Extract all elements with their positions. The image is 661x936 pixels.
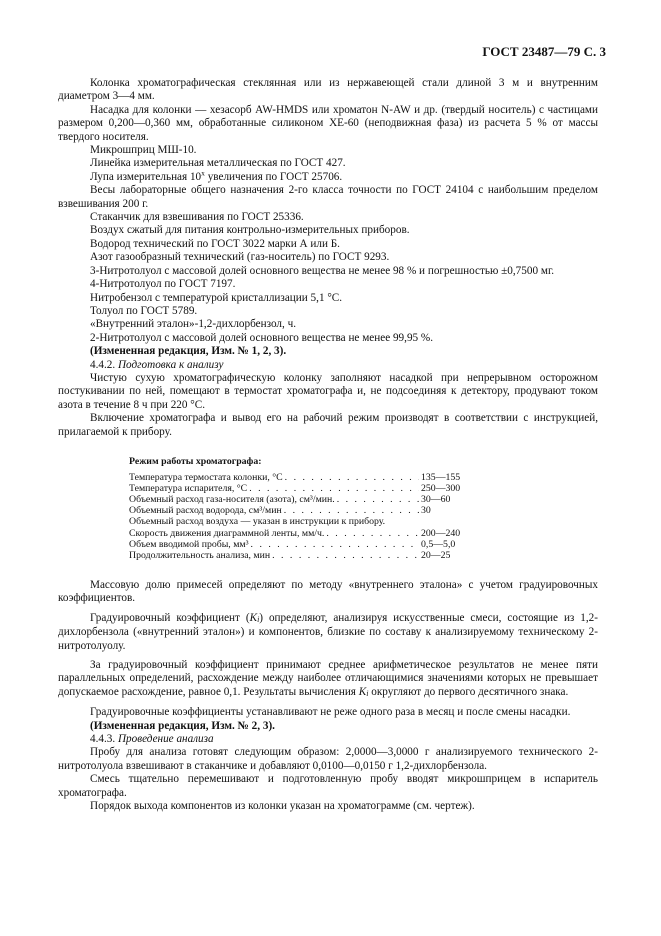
text: Лупа измерительная 10	[90, 170, 202, 183]
paragraph: Нитробензол с температурой кристаллизации 5,1 °С.	[90, 291, 343, 304]
paragraph: Колонка хроматографическая стеклянная или из нержавеющей стали длиной 3 м и внутренним диаметром 3—4 мм.	[58, 77, 598, 103]
paragraph: 3-Нитротолуол с массовой долей основного вещества не менее 98 % и погрешностью ±0,7500 мг.	[90, 264, 555, 277]
paragraph: Смесь тщательно перемешивают и подготовленную пробу вводят микрошприцем в испаритель хроматографа.	[58, 773, 598, 799]
section-title: Проведение анализа	[117, 733, 214, 746]
text: увеличения по ГОСТ 25706.	[204, 170, 343, 183]
section-heading	[58, 359, 598, 372]
paragraph: Толуол по ГОСТ 5789.	[90, 304, 198, 317]
paragraph: 4-Нитротолуол по ГОСТ 7197.	[90, 278, 236, 291]
paragraph: Водород технический по ГОСТ 3022 марки А или Б.	[90, 237, 340, 250]
section-number: 4.4.2.	[90, 358, 116, 371]
paragraph: Микрошприц МШ-10.	[90, 144, 197, 157]
paragraph	[58, 168, 598, 184]
coefficient-symbol: K	[358, 685, 367, 698]
paragraph: Стаканчик для взвешивания по ГОСТ 25336.	[90, 211, 304, 224]
regime-table	[129, 456, 469, 561]
regime-row	[129, 494, 469, 505]
paragraph: Линейка измерительная металлическая по ГОСТ 427.	[90, 157, 346, 170]
regime-value: 20—25	[421, 549, 451, 561]
text: округляют до первого десятичного знака.	[368, 685, 569, 698]
leader-dots	[326, 528, 419, 539]
regime-label: Объем вводимой пробы, мм³	[129, 538, 249, 550]
paragraph: Массовую долю примесей определяют по методу «внутреннего эталона» с учетом градуировочных коэффициентов.	[58, 579, 598, 605]
coefficient-symbol: K	[249, 611, 258, 624]
paragraph: Порядок выхода компонентов из колонки указан на хроматограмме (см. чертеж).	[90, 800, 475, 813]
regime-label: Температура термостата колонки, °С	[129, 472, 283, 484]
paragraph: Чистую сухую хроматографическую колонку заполняют насадкой при непрерывном осторожном постукивании по ней, помещают в термостат хроматографа и, не подсоединяя к детектору, продувают током азота в течение 8 ч при 220 °С.	[58, 371, 598, 411]
regime-label: Скорость движения диаграммной ленты, мм/ч.	[129, 527, 325, 539]
section-heading	[58, 733, 598, 746]
document-body-bottom	[58, 579, 598, 814]
leader-dots	[337, 494, 419, 505]
page-header: ГОСТ 23487—79 С. 3	[482, 44, 606, 59]
leader-dots	[272, 550, 419, 561]
regime-row	[129, 528, 469, 539]
paragraph: Азот газообразный технический (газ-носитель) по ГОСТ 9293.	[90, 251, 390, 264]
paragraph: Насадка для колонки — хезасорб AW-HMDS или хроматон N-AW и др. (твердый носитель) с частицами размером 0,200—0,360 мм, обработанные силиконом XE-60 (неподвижная фаза) из расчета 5 % от массы твердого носителя.	[58, 103, 598, 143]
paragraph: Весы лабораторные общего назначения 2-го класса точности по ГОСТ 24104 с наибольшим пределом взвешивания 200 г.	[58, 184, 598, 210]
text: Градуировочный коэффициент (	[90, 611, 250, 624]
leader-dots	[285, 472, 419, 483]
regime-row	[129, 516, 469, 527]
amendment-note: (Измененная редакция, Изм. № 1, 2, 3).	[90, 345, 287, 358]
regime-label: Температура испарителя, °С	[129, 483, 248, 495]
regime-row	[129, 539, 469, 550]
regime-title: Режим работы хроматографа:	[129, 456, 262, 467]
regime-value: 30—60	[421, 494, 451, 506]
regime-label: Продолжительность анализа, мин	[129, 549, 271, 561]
paragraph: Пробу для анализа готовят следующим образом: 2,0000—3,0000 г анализируемого технического 2-нитротолуола взвешивают в стаканчике и добавляют 0,0100—0,0150 г 1,2-дихлорбензола.	[58, 746, 598, 772]
regime-row	[129, 483, 469, 494]
coefficient-subscript: i	[257, 614, 260, 624]
regime-value: 30	[421, 505, 431, 517]
text: За градуировочный коэффициент принимают среднее арифметическое результатов не менее пяти параллельных определений, расхождение между наиболее отличающимися значениями которых не превышает допускаемое расхождение, равное 0,1. Результаты вычисления	[58, 659, 598, 698]
leader-dots	[284, 505, 419, 516]
paragraph: Воздух сжатый для питания контрольно-измерительных приборов.	[90, 224, 410, 237]
regime-value: 200—240	[421, 527, 461, 539]
section-number: 4.4.3.	[90, 733, 116, 746]
document-body-top	[58, 77, 598, 439]
regime-label: Объемный расход водорода, см³/мин	[129, 505, 282, 517]
regime-row	[129, 505, 469, 516]
paragraph	[58, 612, 598, 653]
regime-label: Объемный расход газа-носителя (азота), см³/мин.	[129, 494, 335, 506]
paragraph: «Внутренний эталон»-1,2-дихлорбензол, ч.	[90, 318, 296, 331]
section-title: Подготовка к анализу	[117, 358, 224, 371]
regime-row	[129, 472, 469, 483]
coefficient-subscript: i	[366, 688, 369, 698]
paragraph: 2-Нитротолуол с массовой долей основного вещества не менее 99,95 %.	[90, 331, 434, 344]
regime-value: 135—155	[421, 472, 461, 484]
regime-value: 250—300	[421, 483, 461, 495]
regime-label: Объемный расход воздуха — указан в инструкции к прибору.	[129, 516, 386, 528]
leader-dots	[251, 539, 419, 550]
amendment-note: (Измененная редакция, Изм. № 2, 3).	[90, 719, 275, 732]
text: ) определяют, анализируя искусственные смеси, состоящие из 1,2-дихлорбензола («внутренний эталон») и компонентов, близкие по составу к анализируемому техническому 2-нитротолуолу.	[58, 611, 599, 652]
superscript: x	[201, 168, 205, 178]
paragraph: Градуировочные коэффициенты устанавливают не реже одного раза в месяц и после смены насадки.	[90, 706, 571, 719]
leader-dots	[249, 483, 419, 494]
regime-row	[129, 550, 469, 561]
regime-value: 0,5—5,0	[421, 538, 456, 550]
paragraph: Включение хроматографа и вывод его на рабочий режим производят в соответствии с инструкцией, прилагаемой к прибору.	[58, 412, 598, 438]
paragraph	[58, 659, 598, 700]
